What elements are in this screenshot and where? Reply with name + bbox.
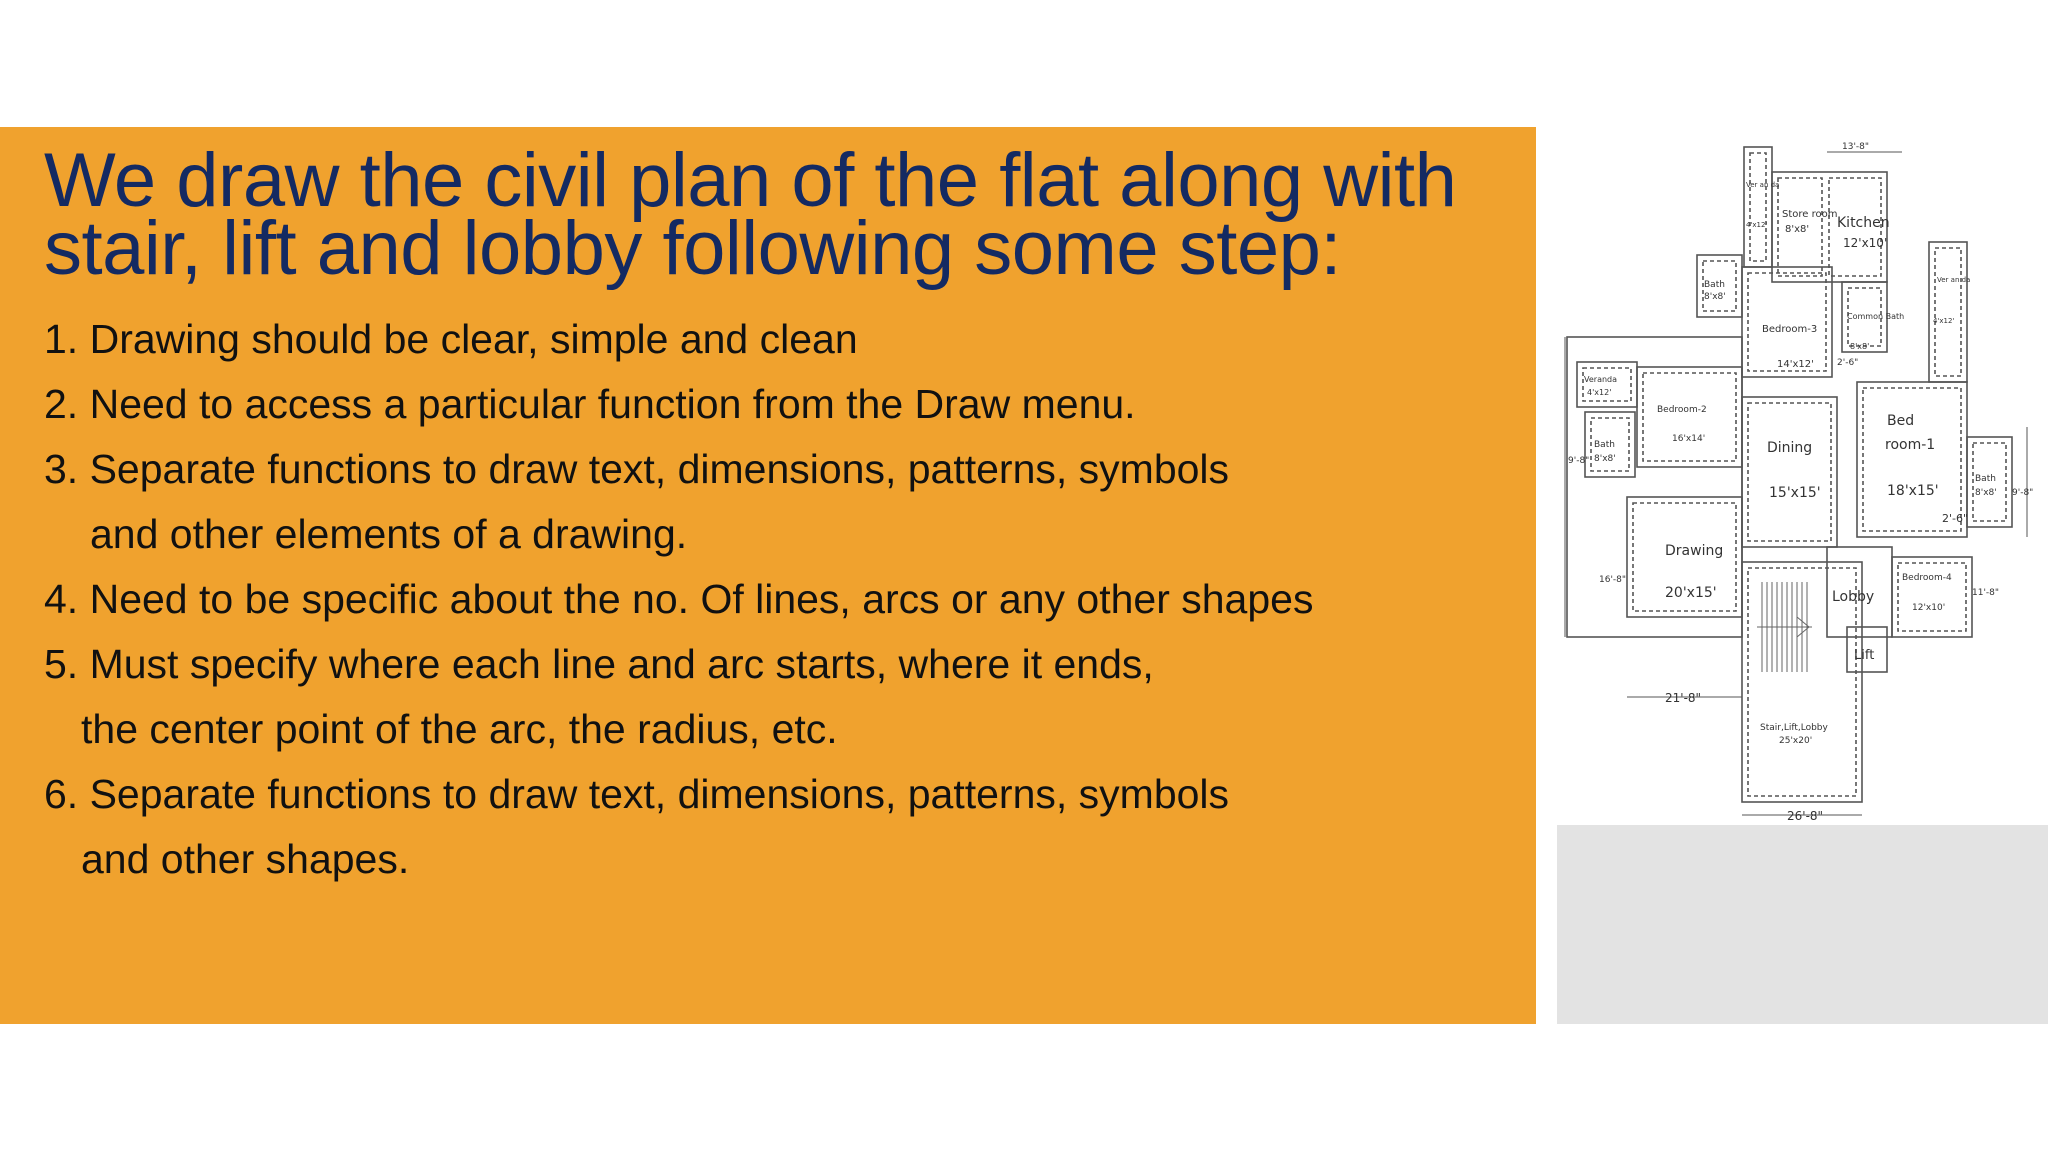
label-lobby: Lobby xyxy=(1832,589,1875,605)
label-bath-left-size: 8'x8' xyxy=(1594,454,1616,464)
label-bath-right-size: 8'x8' xyxy=(1975,488,1997,498)
label-kitchen-size: 12'x10' xyxy=(1843,236,1888,250)
dim-mid-2: 2'-6" xyxy=(1942,512,1969,525)
label-veranda-right-size: 4'x12' xyxy=(1933,317,1955,325)
step-item-6-continued: and other shapes. xyxy=(81,836,410,882)
step-item-1: 1. Drawing should be clear, simple and clean xyxy=(44,316,858,362)
dim-mid-1: 2'-6" xyxy=(1837,358,1859,368)
label-dining-size: 15'x15' xyxy=(1769,485,1821,501)
label-veranda-left: Veranda xyxy=(1584,375,1618,384)
label-kitchen: Kitchen xyxy=(1837,215,1890,231)
dim-right-1: 9'-8" xyxy=(2012,488,2034,498)
label-bath-top: Bath xyxy=(1704,280,1725,290)
label-veranda-top: Ver an da xyxy=(1746,181,1780,189)
label-bedroom-3: Bedroom-3 xyxy=(1762,324,1818,335)
label-bedroom-4: Bedroom-4 xyxy=(1902,573,1952,583)
label-store: Store room xyxy=(1782,209,1838,220)
label-bath-left: Bath xyxy=(1594,440,1615,450)
label-bedroom-1-b: room-1 xyxy=(1885,437,1936,453)
label-dining: Dining xyxy=(1767,440,1813,456)
label-bedroom-1-size: 18'x15' xyxy=(1887,483,1939,499)
label-stair-lobby-size: 25'x20' xyxy=(1779,736,1813,746)
step-item-5-continued: the center point of the arc, the radius, etc. xyxy=(81,706,838,752)
label-veranda-top-size: 4'x12' xyxy=(1746,221,1768,229)
dim-left-1: 9'-8" xyxy=(1568,456,1590,466)
label-bedroom-1: Bed xyxy=(1887,413,1915,429)
label-store-size: 8'x8' xyxy=(1785,224,1810,235)
floor-plan-drawing xyxy=(1557,127,2048,825)
wall-veranda-top xyxy=(1744,147,1772,267)
steps-list xyxy=(44,307,1524,892)
stair-hatch xyxy=(1757,582,1812,672)
dim-left-2: 16'-8" xyxy=(1599,575,1627,585)
dim-right-2: 11'-8" xyxy=(1972,588,2000,598)
step-item-4: 4. Need to be specific about the no. Of lines, arcs or any other shapes xyxy=(44,576,1314,622)
step-item-6: 6. Separate functions to draw text, dimensions, patterns, symbols xyxy=(44,771,1230,817)
label-bedroom-2: Bedroom-2 xyxy=(1657,405,1707,415)
label-bath-right: Bath xyxy=(1975,474,1996,484)
label-bedroom-4-size: 12'x10' xyxy=(1912,603,1946,613)
label-bedroom-2-size: 16'x14' xyxy=(1672,434,1706,444)
content-panel xyxy=(0,127,1536,1024)
label-drawing: Drawing xyxy=(1665,543,1724,559)
label-veranda-left-size: 4'x12' xyxy=(1587,388,1612,397)
label-bedroom-3-size: 14'x12' xyxy=(1777,359,1814,370)
floor-plan-image-panel xyxy=(1557,127,2048,1024)
dim-bottom-1: 21'-8" xyxy=(1665,691,1702,705)
step-item-2: 2. Need to access a particular function from the Draw menu. xyxy=(44,381,1136,427)
label-stair-lobby: Stair,Lift,Lobby xyxy=(1760,723,1828,733)
slide-title xyxy=(44,138,1524,291)
label-veranda-right: Ver an da xyxy=(1937,276,1971,284)
step-item-3: 3. Separate functions to draw text, dimensions, patterns, symbols xyxy=(44,446,1230,492)
label-bath-top-size: 8'x8' xyxy=(1704,292,1726,302)
label-drawing-size: 20'x15' xyxy=(1665,585,1717,601)
dim-top: 13'-8" xyxy=(1842,142,1870,152)
title-line-1: We draw the civil plan of the flat along with xyxy=(44,138,1457,223)
floor-plan-image xyxy=(1557,127,2048,825)
label-lift: Lift xyxy=(1854,648,1875,663)
step-item-5: 5. Must specify where each line and arc starts, where it ends, xyxy=(44,641,1154,687)
dim-bottom-2: 26'-8" xyxy=(1787,809,1824,823)
title-line-2: stair, lift and lobby following some step: xyxy=(44,206,1342,291)
label-common-bath: Common Bath xyxy=(1847,312,1905,321)
step-item-3-continued: and other elements of a drawing. xyxy=(90,511,688,557)
label-common-bath-size: 8'x8' xyxy=(1850,342,1870,351)
